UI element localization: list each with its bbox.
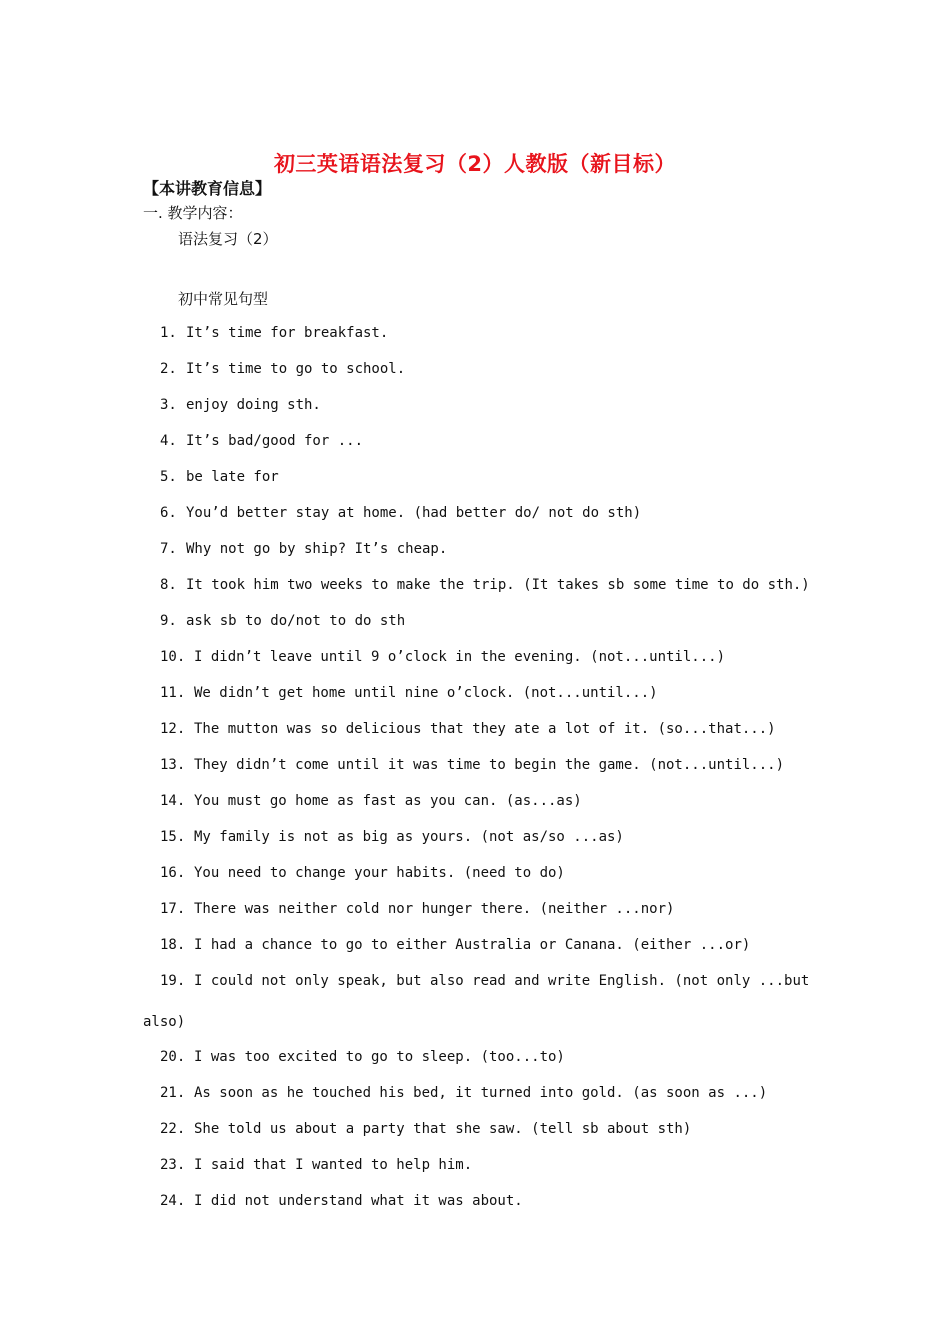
- list-item-number: 5.: [160, 469, 177, 485]
- list-item-text: We didn’t get home until nine o’clock. (not...until...): [194, 685, 658, 701]
- list-item-number: 19.: [160, 973, 186, 989]
- list-item-text: They didn’t come until it was time to begin the game. (not...until...): [194, 757, 785, 773]
- list-item-number: 8.: [160, 577, 177, 593]
- info-header: 【本讲教育信息】: [143, 179, 272, 198]
- list-item-number: 6.: [160, 505, 177, 521]
- list-item-number: 11.: [160, 685, 186, 701]
- list-item-number: 3.: [160, 397, 177, 413]
- list-item-text: Why not go by ship? It’s cheap.: [186, 541, 448, 557]
- list-item-text: It’s time for breakfast.: [186, 325, 389, 341]
- list-item-number: 14.: [160, 793, 186, 809]
- list-item-number: 12.: [160, 721, 186, 737]
- list-item-text: It’s time to go to school.: [186, 361, 406, 377]
- list-item-text: I did not understand what it was about.: [194, 1193, 523, 1209]
- list-item-text: My family is not as big as yours. (not as/so ...as): [194, 829, 624, 845]
- list-item-text: You’d better stay at home. (had better do/ not do sth): [186, 505, 642, 521]
- section-label: 一. 教学内容：: [143, 204, 243, 222]
- list-item-number: 22.: [160, 1121, 186, 1137]
- list-item-text: It’s bad/good for ...: [186, 433, 364, 449]
- list-item-number: 13.: [160, 757, 186, 773]
- list-item-text: There was neither cold nor hunger there. (neither ...nor): [194, 901, 675, 917]
- section-heading: 初中常见句型: [178, 290, 269, 308]
- list-item-number: 18.: [160, 937, 186, 953]
- list-item-number: 2.: [160, 361, 177, 377]
- list-item-number: 17.: [160, 901, 186, 917]
- list-item-text: The mutton was so delicious that they ate a lot of it. (so...that...): [194, 721, 776, 737]
- list-item-text: You must go home as fast as you can. (as...as): [194, 793, 582, 809]
- list-item-text: I could not only speak, but also read and write English. (not only ...but: [194, 973, 810, 989]
- list-item-text: enjoy doing sth.: [186, 397, 321, 413]
- list-item-text: I was too excited to go to sleep. (too...to): [194, 1049, 565, 1065]
- list-item-text: I had a chance to go to either Australia or Canana. (either ...or): [194, 937, 751, 953]
- list-item-number: 23.: [160, 1157, 186, 1173]
- list-item-number: 24.: [160, 1193, 186, 1209]
- list-item-number: 16.: [160, 865, 186, 881]
- list-item-text: It took him two weeks to make the trip. (It takes sb some time to do sth.): [186, 577, 810, 593]
- list-item-number: 9.: [160, 613, 177, 629]
- list-item-number: 21.: [160, 1085, 186, 1101]
- list-item-text: You need to change your habits. (need to do): [194, 865, 565, 881]
- list-item-number: 20.: [160, 1049, 186, 1065]
- list-item-number: 7.: [160, 541, 177, 557]
- list-item-number: 4.: [160, 433, 177, 449]
- list-item-number: 10.: [160, 649, 186, 665]
- section-topic: 语法复习（2）: [178, 230, 278, 248]
- list-item-text: I didn’t leave until 9 o’clock in the evening. (not...until...): [194, 649, 726, 665]
- list-item-continuation: also): [143, 1014, 186, 1030]
- list-item-text: be late for: [186, 469, 279, 485]
- list-item-number: 15.: [160, 829, 186, 845]
- list-item-number: 1.: [160, 325, 177, 341]
- document-title: 初三英语语法复习（2）人教版（新目标）: [273, 152, 677, 176]
- list-item-text: She told us about a party that she saw. (tell sb about sth): [194, 1121, 692, 1137]
- list-item-text: I said that I wanted to help him.: [194, 1157, 473, 1173]
- list-item-text: ask sb to do/not to do sth: [186, 613, 406, 629]
- list-item-text: As soon as he touched his bed, it turned into gold. (as soon as ...): [194, 1085, 768, 1101]
